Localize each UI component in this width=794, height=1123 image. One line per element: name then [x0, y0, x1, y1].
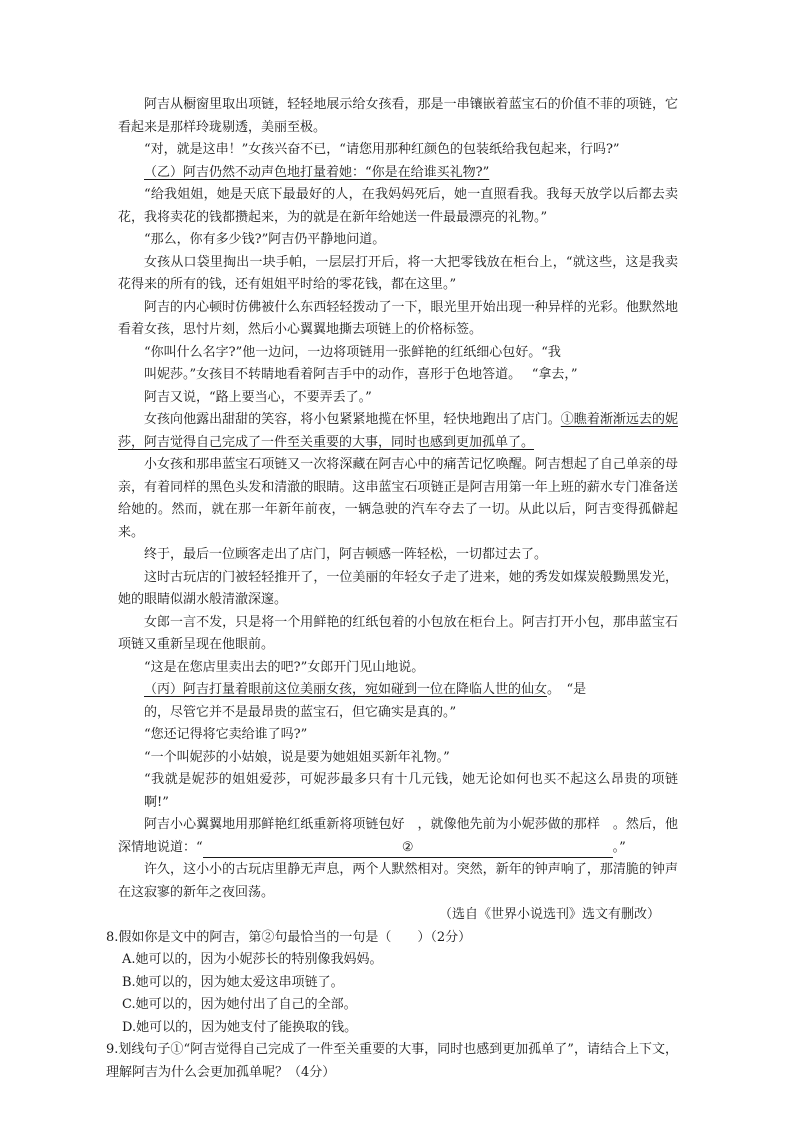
paragraph: 叫妮莎。”女孩目不转睛地看着阿吉手中的动作，喜形于色地答道。 “拿去，” [144, 367, 578, 382]
paragraph: 女郎一言不发，只是将一个用鲜艳的红纸包着的小包放在柜台上。阿吉打开小包，那串蓝宝石项链又重新呈现在他眼前。 [118, 614, 678, 652]
paragraph: 阿吉又说，“路上要当心，不要弄丢了。” [144, 389, 372, 405]
paragraph-text: 。” [612, 839, 626, 855]
paragraph: “那么，你有多少钱?”阿吉仍平静地问道。 [144, 232, 386, 247]
paragraph: 阿吉的内心顿时仿佛被什么东西轻轻拨动了一下，眼光里开始出现一种异样的光彩。他默然地看着女孩，思忖片刻，然后小心翼翼地撕去项链上的价格标签。 [118, 299, 678, 337]
paragraph: “您还记得将它卖给谁了吗?” [144, 727, 308, 742]
question-9-stem: 9.划线句子①“阿吉觉得自己完成了一件至关重要的大事，同时也感到更加孤单了”，请结合上下文，理解阿吉为什么会更加孤单呢？（4分） [106, 1042, 678, 1080]
underlined-paragraph-yi: （乙）阿吉仍然不动声色地打量着她：“你是在给谁买礼物?” [144, 164, 490, 180]
paragraph-text: 女孩向他露出甜甜的笑容，将小包紧紧地揽在怀里，轻快地跑出了店门。 [144, 412, 561, 427]
paragraph: 这时古玩店的门被轻轻推开了，一位美丽的年轻女子走了进来，她的秀发如煤炭般黝黑发光，她的眼睛似湖水般清澈深邃。 [118, 569, 678, 607]
paragraph-text: 阿吉小心翼翼地用那鲜艳红纸重新将项链包好 ，就像他先前为小妮莎做的那样 。然后，他深情地说道：“ [118, 817, 678, 855]
paragraph: “一个叫妮莎的小姑娘，说是要为她姐姐买新年礼物。” [144, 749, 450, 765]
underlined-sentence-bing: （丙）阿吉打量着眼前这位美丽女孩，宛如碰到一位在降临人世的仙女 [144, 682, 548, 697]
paragraph: “我就是妮莎的姐姐爱莎，可妮莎最多只有十几元钱，她无论如何也买不起这么昂贵的项链啊!” [144, 772, 678, 810]
paragraph: 许久，这小小的古玩店里静无声息，两个人默然相对。突然，新年的钟声响了，那清脆的钟声在这寂寥的新年之夜回荡。 [118, 862, 678, 900]
paragraph-with-blank [118, 814, 678, 859]
question-8-option-d: D.她可以的，因为她支付了能换取的钱。 [122, 1019, 358, 1035]
paragraph: 小女孩和那串蓝宝石项链又一次将深藏在阿吉心中的痛苦记忆唤醒。阿吉想起了自己单亲的母亲，有着同样的黑色头发和清澈的眼睛。这串蓝宝石项链正是阿吉用第一年上班的薪水专门准备送给她的。然而，就在那一年新年前夜，一辆急驶的汽车夺去了一切。从此以后，阿吉变得孤僻起来。 [118, 457, 678, 540]
paragraph-with-underline [118, 679, 678, 702]
paragraph: “给我姐姐，她是天底下最最好的人，在我妈妈死后，她一直照看我。我每天放学以后都去卖花，我将卖花的钱都攒起来，为的就是在新年给她送一件最最漂亮的礼物。” [118, 187, 678, 225]
paragraph-text: 。 “是 [547, 682, 587, 697]
paragraph: 终于，最后一位顾客走出了店门，阿吉顿感一阵轻松，一切都过去了。 [144, 547, 548, 562]
underlined-sentence-1: ①瞧着渐渐远去的妮莎，阿吉觉得自己完成了一件至关重要的大事，同时也感到更加孤单了。 [118, 412, 678, 450]
source-citation: （选自《世界小说选刊》选文有删改） [438, 907, 660, 922]
question-8-option-a: A.她可以的，因为小妮莎长的特别像我妈妈。 [122, 952, 383, 967]
document-page [106, 94, 678, 1084]
question-8-option-c: C.她可以的，因为她付出了自己的全部。 [122, 997, 357, 1012]
paragraph: “这是在您店里卖出去的吧?”女郎开门见山地说。 [144, 659, 425, 675]
fill-in-blank-2: ② [203, 839, 613, 858]
paragraph: 女孩从口袋里掏出一块手帕，一层层打开后，将一大把零钱放在柜台上，“就这些，这是我卖花得来的所有的钱，还有姐姐平时给的零花钱，都在这里。” [118, 254, 678, 292]
paragraph: 的，尽管它并不是最昂贵的蓝宝石，但它确实是真的。” [144, 704, 457, 720]
question-8-stem: 8.假如你是文中的阿吉，第②句最恰当的一句是（ ）（2分） [106, 929, 472, 945]
paragraph: 阿吉从橱窗里取出项链，轻轻地展示给女孩看，那是一串镶嵌着蓝宝石的价值不菲的项链，它看起来是那样玲珑剔透，美丽至极。 [118, 97, 678, 135]
paragraph: “对，就是这串！”女孩兴奋不已，“请您用那种红颜色的包装纸给我包起来，行吗?” [144, 142, 620, 157]
paragraph-with-underline [118, 409, 678, 454]
question-8-option-b: B.她可以的，因为她太爱这串项链了。 [122, 974, 344, 990]
paragraph: “你叫什么名字?”他一边问，一边将项链用一张鲜艳的红纸细心包好。“我 [144, 344, 561, 360]
